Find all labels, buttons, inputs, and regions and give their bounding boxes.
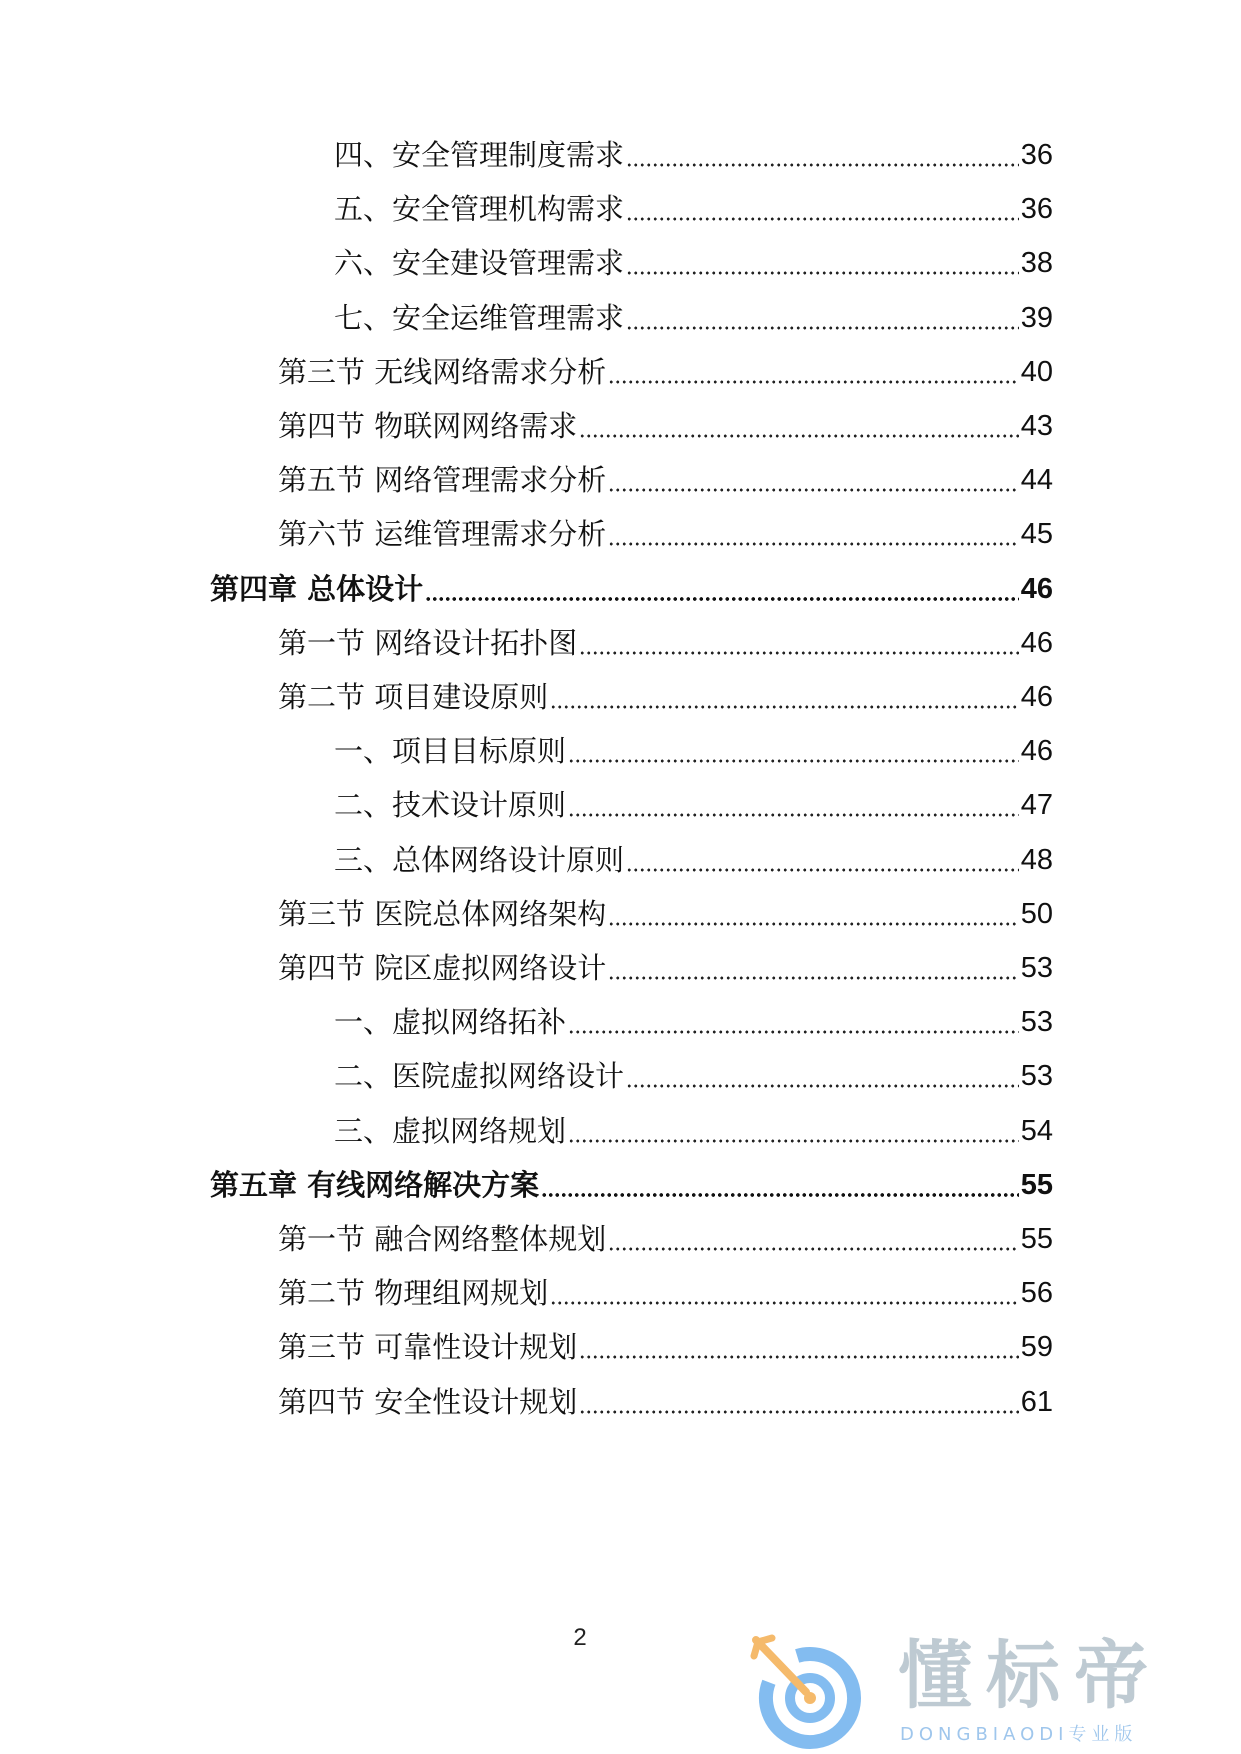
toc-dot-leader — [626, 238, 1019, 288]
toc-entry-page-number: 47 — [1020, 789, 1053, 822]
toc-entry-section[interactable] — [278, 943, 1053, 993]
toc-entry-chapter[interactable] — [210, 564, 1053, 614]
toc-entry-title: 第二节 项目建设原则 — [278, 680, 549, 714]
toc-dot-leader — [608, 889, 1019, 939]
toc-entry-title: 第六节 运维管理需求分析 — [278, 517, 607, 552]
toc-dot-leader — [579, 1322, 1019, 1372]
toc-entry-title: 第三节 可靠性设计规划 — [278, 1330, 578, 1365]
page-number: 2 — [573, 1624, 587, 1651]
toc-dot-leader — [568, 780, 1019, 830]
target-arrow-icon — [748, 1632, 868, 1750]
toc-entry-title: 三、总体网络设计原则 — [334, 842, 625, 877]
toc-entry-page-number: 53 — [1020, 1006, 1053, 1039]
toc-dot-leader — [626, 293, 1019, 343]
toc-entry-section[interactable] — [278, 455, 1053, 505]
toc-entry-section[interactable] — [278, 1214, 1053, 1264]
toc-entry-item[interactable] — [334, 835, 1053, 885]
watermark — [748, 1632, 1228, 1750]
toc-entry-title: 三、虚拟网络规划 — [334, 1113, 567, 1148]
watermark-brand-name: 懂标帝 — [898, 1633, 1162, 1719]
toc-dot-leader — [626, 1051, 1019, 1101]
toc-entry-section[interactable] — [278, 618, 1053, 668]
toc-entry-page-number: 61 — [1020, 1385, 1053, 1418]
toc-entry-title: 第一节 网络设计拓扑图 — [278, 625, 578, 660]
toc-dot-leader — [626, 184, 1019, 234]
toc-dot-leader — [608, 1214, 1019, 1264]
toc-entry-page-number: 40 — [1020, 355, 1053, 388]
toc-dot-leader — [608, 943, 1019, 993]
toc-entry-page-number: 54 — [1020, 1114, 1053, 1147]
toc-entry-page-number: 59 — [1020, 1331, 1053, 1364]
toc-entry-title: 第四节 院区虚拟网络设计 — [278, 951, 607, 985]
toc-dot-leader — [608, 347, 1019, 397]
toc-entry-title: 二、技术设计原则 — [334, 788, 567, 823]
watermark-subtitle: DONGBIAODI专业版 — [900, 1724, 1138, 1745]
toc-entry-page-number: 39 — [1020, 301, 1053, 334]
toc-dot-leader — [568, 997, 1019, 1047]
toc-entry-item[interactable] — [334, 1051, 1053, 1101]
toc-entry-section[interactable] — [278, 347, 1053, 397]
toc-entry-section[interactable] — [278, 509, 1053, 559]
toc-entry-item[interactable] — [334, 238, 1053, 288]
toc-dot-leader — [608, 509, 1019, 559]
toc-entry-page-number: 48 — [1020, 843, 1053, 876]
toc-entry-page-number: 55 — [1020, 1168, 1053, 1201]
toc-entry-page-number: 56 — [1020, 1277, 1053, 1310]
toc-entry-item[interactable] — [334, 997, 1053, 1047]
toc-entry-page-number: 53 — [1020, 952, 1053, 984]
toc-dot-leader — [568, 1106, 1019, 1156]
toc-dot-leader — [579, 401, 1019, 451]
toc-entry-chapter[interactable] — [210, 1160, 1053, 1210]
toc-dot-leader — [626, 835, 1019, 885]
toc-entry-section[interactable] — [278, 672, 1053, 722]
toc-entry-item[interactable] — [334, 130, 1053, 180]
toc-entry-title: 一、项目目标原则 — [334, 734, 567, 769]
toc-entry-item[interactable] — [334, 726, 1053, 776]
toc-entry-page-number: 46 — [1020, 735, 1053, 768]
toc-dot-leader — [579, 1377, 1019, 1427]
toc-entry-title: 一、虚拟网络拓补 — [334, 1005, 567, 1040]
toc-entry-title: 第五章 有线网络解决方案 — [210, 1167, 540, 1202]
toc-entry-item[interactable] — [334, 780, 1053, 830]
toc-dot-leader — [425, 564, 1019, 614]
toc-entry-title: 第四节 物联网网络需求 — [278, 409, 578, 443]
toc-entry-title: 四、安全管理制度需求 — [334, 138, 625, 172]
toc-entry-page-number: 55 — [1020, 1223, 1053, 1255]
toc-entry-title: 二、医院虚拟网络设计 — [334, 1059, 625, 1094]
toc-entry-title: 第四节 安全性设计规划 — [278, 1384, 578, 1419]
toc-dot-leader — [550, 672, 1019, 722]
toc-entry-page-number: 45 — [1020, 518, 1053, 551]
toc-entry-page-number: 38 — [1020, 247, 1053, 280]
toc-entry-title: 第二节 物理组网规划 — [278, 1276, 549, 1311]
toc-entry-page-number: 36 — [1020, 139, 1053, 171]
toc-dot-leader — [608, 455, 1019, 505]
toc-entry-section[interactable] — [278, 401, 1053, 451]
toc-entry-title: 第三节 无线网络需求分析 — [278, 354, 607, 389]
toc-dot-leader — [579, 618, 1019, 668]
toc-entry-title: 七、安全运维管理需求 — [334, 300, 625, 335]
toc-dot-leader — [550, 1268, 1019, 1318]
toc-dot-leader — [626, 130, 1019, 180]
toc-entry-page-number: 44 — [1020, 464, 1053, 497]
toc-entry-section[interactable] — [278, 1322, 1053, 1372]
toc-entry-page-number: 53 — [1020, 1060, 1053, 1093]
toc-entry-page-number: 50 — [1020, 897, 1053, 930]
toc-entry-title: 第五节 网络管理需求分析 — [278, 463, 607, 498]
toc-entry-page-number: 46 — [1020, 681, 1053, 713]
toc-entry-item[interactable] — [334, 293, 1053, 343]
toc-entry-page-number: 36 — [1020, 193, 1053, 226]
toc-entry-item[interactable] — [334, 1106, 1053, 1156]
toc-entry-page-number: 46 — [1020, 626, 1053, 659]
toc-entry-page-number: 43 — [1020, 410, 1053, 442]
toc-entry-item[interactable] — [334, 184, 1053, 234]
toc-entry-title: 第四章 总体设计 — [210, 571, 424, 606]
toc-entry-title: 六、安全建设管理需求 — [334, 246, 625, 281]
toc-entry-title: 第一节 融合网络整体规划 — [278, 1222, 607, 1256]
toc-dot-leader — [541, 1160, 1019, 1210]
toc-entry-section[interactable] — [278, 1268, 1053, 1318]
toc-entry-section[interactable] — [278, 1377, 1053, 1427]
toc-entry-section[interactable] — [278, 889, 1053, 939]
toc-entry-page-number: 46 — [1020, 572, 1053, 605]
toc-entry-title: 五、安全管理机构需求 — [334, 192, 625, 227]
toc-entry-title: 第三节 医院总体网络架构 — [278, 896, 607, 931]
toc-dot-leader — [568, 726, 1019, 776]
